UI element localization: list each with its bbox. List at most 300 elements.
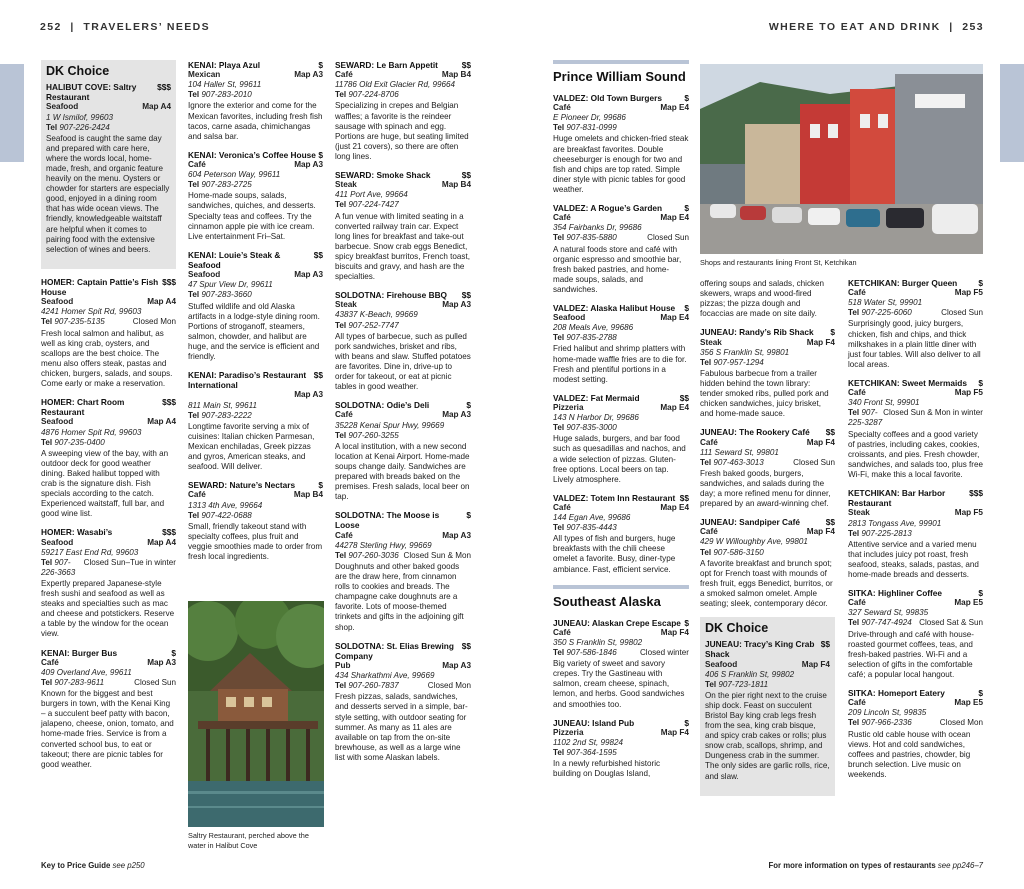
saltry-photo-illustration: [188, 601, 324, 827]
tel-number: 907-835-3000: [566, 423, 617, 433]
cuisine-type: Steak: [848, 508, 870, 518]
restaurant-entry: [848, 488, 983, 580]
closed-days: Closed Sun: [941, 308, 983, 318]
section-title-right: WHERE TO EAT AND DRINK: [768, 21, 941, 33]
map-ref: Map E4: [660, 403, 689, 413]
tel-label: Tel: [41, 557, 53, 567]
cuisine-type: Café: [553, 103, 571, 113]
restaurant-entry: [335, 170, 471, 282]
tel-number: 907-260-3036: [348, 550, 399, 560]
telephone: [700, 458, 764, 468]
description: Attentive service and a varied menu that includes juicy pot roast, fresh seafood, steaks, salads, pastas, and home-made breads and desserts.: [848, 539, 979, 579]
tel-row: [41, 558, 176, 578]
tel-row: [553, 523, 689, 533]
restaurant-entry: [335, 60, 471, 162]
restaurant-name: KENAI: Veronica’s Coffee House: [188, 149, 316, 160]
address: 104 Haller St, 99611: [188, 80, 262, 90]
address: 4241 Homer Spit Rd, 99603: [41, 307, 142, 317]
description: A natural foods store and café with organic espresso and smoothie bar, fresh baked pastries, and home-made soups, salads, and sandwiches.: [553, 244, 682, 294]
cuisine-map-row: [553, 213, 689, 223]
tel-label: Tel: [700, 547, 712, 557]
description: A fun venue with limited seating in a converted railway train car. Expect long lines for breakfast and take-out barbecue. Snow crab eggs Benedict, spicy breakfast burritos, French toast, biscuits and gravy, and hash are the specialties.: [335, 211, 470, 282]
map-ref: Map A3: [442, 661, 471, 671]
address: 59217 East End Rd, 99603: [41, 547, 139, 557]
map-ref: Map F4: [806, 437, 835, 447]
restaurant-name: KETCHIKAN: Sweet Mermaids: [848, 377, 967, 388]
price-band: $: [684, 717, 689, 728]
description: On the pier right next to the cruise ship dock. Feast on succulent Bristol Bay king crab legs fresh from the sea, king crab bisque, and spicy crab cakes or rolls; plus snow crab, scallops, shrimp, and Dungeness crab in the summer. The only sides are garlic rolls, rice, and slaw.: [705, 690, 830, 781]
restaurant-entry: [553, 393, 689, 485]
telephone: [188, 511, 252, 521]
tel-number: 907-224-7427: [348, 200, 399, 210]
cuisine-type: Seafood: [553, 313, 586, 323]
price-band: $: [978, 377, 983, 388]
restaurant-name: SOLDOTNA: Firehouse BBQ: [335, 290, 448, 301]
restaurant-name: JUNEAU: Alaskan Crepe Escape: [553, 617, 681, 628]
cuisine-type: Pizzeria: [553, 727, 584, 737]
description: Drive-through and café with house-roasted gourmet coffees, teas, and fresh-baked pastries. Wi-Fi and a selection of gifts in the comfortable café; a popular local hangout.: [848, 629, 974, 679]
address: 411 Port Ave, 99664: [335, 190, 408, 200]
restaurant-name: HOMER: Captain Pattie’s Fish House: [41, 276, 159, 298]
tel-row: [553, 748, 689, 758]
tel-label: Tel: [848, 618, 860, 628]
price-band: $: [684, 617, 689, 628]
closed-days: Closed Sun & Mon in winter: [883, 408, 983, 418]
cuisine-map-row: [41, 658, 176, 668]
cuisine-type: Café: [553, 213, 571, 223]
restaurant-title-row: [848, 588, 983, 598]
tel-number: 907-226-2424: [59, 122, 110, 132]
map-ref: Map B4: [441, 180, 471, 190]
tel-number: 907-260-7837: [348, 681, 399, 691]
tel-label: Tel: [188, 410, 200, 420]
restaurant-title-row: [553, 93, 689, 103]
description: Seafood is caught the same day and prepared with care here, where the words local, home-made, fresh, and organic feature heavily on the menu. Oysters or chowder for starters are especially good, enjoyed in a dining room that has wide ocean views. The friendly, knowledgeable waitstaff are helpful when it comes to pairing food with the extensive selection of wines and beers.: [46, 133, 170, 254]
cuisine-type: Seafood: [41, 537, 74, 547]
closed-days: Closed Sun & Mon: [403, 550, 471, 560]
cuisine-type: Café: [188, 160, 206, 170]
column-4: [553, 60, 689, 787]
cuisine-map-row: [848, 388, 983, 398]
telephone: [553, 648, 617, 658]
tel-row: [700, 548, 835, 558]
address: 208 Meals Ave, 99686: [553, 323, 634, 333]
price-band: $$$: [969, 488, 983, 498]
map-ref: Map A4: [147, 537, 176, 547]
tel-number: 907-224-8706: [348, 90, 399, 100]
cuisine-map-row: [335, 70, 471, 80]
restaurant-title-row: [335, 641, 471, 661]
restaurant-entry: [188, 150, 323, 242]
closed-days: Closed Mon: [939, 718, 983, 728]
map-ref: Map F4: [660, 627, 689, 637]
column-6: [848, 278, 983, 788]
description: A favorite breakfast and brunch spot; opt for French toast with mounds of fresh fruit, eggs Benedict, burritos, or a smoked salmon omelet. Ample seating; sleek, contemporary décor.: [700, 558, 833, 609]
cuisine-map-row: [705, 660, 830, 670]
restaurant-title-row: [188, 250, 323, 270]
address: 1 W Ismilof, 99603: [46, 112, 114, 122]
map-ref: Map F5: [954, 388, 983, 398]
address: 35228 Kenai Spur Hwy, 99669: [335, 420, 445, 430]
tel-number: 907-235-0400: [54, 437, 105, 447]
tel-label: Tel: [553, 648, 565, 658]
tel-number: 907-283-3660: [201, 290, 252, 300]
restaurant-title-row: [848, 378, 983, 388]
tel-number: 907-835-5880: [566, 233, 617, 243]
restaurant-title-row: [553, 303, 689, 313]
closed-days: Closed Sun: [793, 457, 835, 467]
restaurant-title-row: [188, 150, 323, 160]
footer-right-ref: see pp246–7: [937, 861, 983, 870]
cuisine-map-row: [335, 531, 471, 541]
cuisine-type: Café: [335, 70, 353, 80]
section-title-left: TRAVELERS’ NEEDS: [83, 21, 211, 33]
tel-label: Tel: [335, 550, 347, 560]
price-band: $$: [679, 392, 689, 403]
page-number-right: 253: [962, 21, 984, 33]
restaurant-title-row: [700, 327, 835, 337]
restaurant-entry: [46, 82, 171, 255]
address: 11786 Old Exit Glacier Rd, 99664: [335, 80, 455, 90]
tel-label: Tel: [553, 748, 565, 758]
price-band: $: [978, 588, 983, 599]
price-band: $: [684, 93, 689, 103]
tel-label: Tel: [700, 357, 712, 367]
map-ref: Map A3: [442, 410, 471, 420]
tel-number: 907-283-9611: [54, 677, 105, 687]
restaurant-title-row: [335, 60, 471, 70]
restaurant-entry: [700, 517, 835, 609]
price-band: $: [978, 278, 983, 288]
price-band: $$: [461, 640, 471, 651]
map-ref: Map A3: [294, 390, 323, 400]
tel-row: [700, 358, 835, 368]
description: Small, friendly takeout stand with specialty coffees, plus fruit and veggie smoothies made to order from fresh local ingredients.: [188, 521, 323, 561]
restaurant-name: SOLDOTNA: Odie’s Deli: [335, 400, 430, 411]
restaurant-entry: [700, 427, 835, 509]
column-5: [700, 278, 835, 796]
telephone: [41, 558, 84, 578]
address: 340 Front St, 99901: [848, 398, 920, 408]
tel-row: [335, 200, 471, 210]
restaurant-entry: [553, 718, 689, 780]
restaurant-title-row: [335, 400, 471, 410]
map-ref: Map A3: [147, 657, 176, 667]
map-ref: Map A4: [147, 417, 176, 427]
cuisine-map-row: [188, 270, 323, 280]
address: 43837 K-Beach, 99669: [335, 310, 418, 320]
footer-right: [769, 861, 984, 870]
restaurant-entry: [188, 480, 323, 562]
restaurant-name: SEWARD: Smoke Shack: [335, 170, 431, 181]
photo-caption-left: Saltry Restaurant, perched above the water in Halibut Cove: [188, 831, 309, 850]
tel-row: [188, 180, 323, 190]
restaurant-entry: [335, 400, 471, 502]
tel-label: Tel: [41, 437, 53, 447]
map-ref: Map A3: [442, 300, 471, 310]
address: 434 Sharkathmi Ave, 99669: [335, 671, 435, 681]
restaurant-title-row: [335, 290, 471, 300]
description: Fabulous barbecue from a trailer hidden behind the town library: tender smoked ribs, pulled pork and chicken sandwiches, juicy brisket, and home-made sauce.: [700, 368, 829, 419]
map-ref: Map B4: [441, 70, 471, 80]
telephone: [848, 718, 912, 728]
cuisine-type: Steak: [335, 300, 357, 310]
dk-choice-heading: DK Choice: [46, 64, 110, 78]
restaurant-entry: [553, 303, 689, 385]
telephone: [553, 523, 617, 533]
restaurant-name: SITKA: Highliner Coffee: [848, 588, 943, 599]
description: Big variety of sweet and savory crepes. Try the Gastineau with salmon, cream cheese, spinach, lemon, and herbs. Good sandwiches and smoothies too.: [553, 659, 685, 709]
tel-number: 907-835-2788: [566, 333, 617, 343]
tel-number: 907-966-2336: [861, 718, 912, 728]
cuisine-map-row: [335, 410, 471, 420]
telephone: [335, 200, 399, 210]
restaurant-title-row: [41, 397, 176, 417]
telephone: [188, 411, 252, 421]
address: 350 S Franklin St, 99802: [553, 637, 643, 647]
cuisine-map-row: [553, 628, 689, 638]
map-ref: Map A3: [442, 530, 471, 540]
cuisine-map-row: [553, 503, 689, 513]
restaurant-title-row: [848, 488, 983, 508]
restaurant-name: JUNEAU: The Rookery Café: [700, 427, 810, 438]
address: 143 N Harbor Dr, 99686: [553, 413, 639, 423]
restaurant-name: HALIBUT COVE: Saltry Restaurant: [46, 82, 137, 103]
restaurant-title-row: [41, 648, 176, 658]
tel-label: Tel: [553, 523, 565, 533]
cuisine-map-row: [41, 417, 176, 427]
map-ref: Map E4: [660, 503, 689, 513]
cuisine-map-row: [335, 180, 471, 190]
restaurant-entry: [188, 250, 323, 362]
map-ref: Map E4: [660, 313, 689, 323]
address: 209 Lincoln St, 99835: [848, 708, 927, 718]
price-band: $$$: [162, 397, 176, 408]
description: Surprisingly good, juicy burgers, chicken, fish and chips, and thick milkshakes in a plain little diner with just four tables. Will also deliver to all local areas.: [848, 319, 981, 369]
restaurant-name: SITKA: Homeport Eatery: [848, 688, 945, 699]
address: 429 W Willoughby Ave, 99801: [700, 537, 808, 547]
description: A local institution, with a new second location at Kenai Airport. Home-made soups change daily. Sandwiches are prepared with breads baked on the premises. Fresh salads, local beer on tap.: [335, 441, 470, 502]
restaurant-title-row: [553, 618, 689, 628]
closed-days: Closed winter: [639, 648, 689, 658]
price-band: $$: [313, 370, 323, 381]
restaurant-entry: [705, 639, 830, 782]
map-ref: Map F4: [806, 527, 835, 537]
tel-label: Tel: [188, 290, 200, 300]
cuisine-map-row: [335, 661, 471, 671]
cuisine-map-row: [848, 508, 983, 518]
cuisine-map-row: [700, 438, 835, 448]
description: Fresh local salmon and halibut, as well as king crab, oysters, and scallops are the best choice. The menu also offers steak, pastas and chicken, burgers, salads, and soups. Come early or make a reservation.: [41, 328, 173, 388]
description: All types of barbecue, such as pulled pork sandwiches, brisket and ribs, with beans and slaw. Stuffed potatoes are favorites. Dine in, drive-up to order for takeout, or eat at picnic tables in good weather.: [335, 331, 471, 392]
restaurant-title-row: [188, 60, 323, 70]
address: 144 Egan Ave, 99686: [553, 513, 631, 523]
cuisine-type: Café: [553, 627, 571, 637]
column-3: [335, 60, 471, 771]
restaurant-entry: [335, 641, 471, 763]
closed-days: Closed Sun–Tue in winter: [83, 557, 176, 567]
restaurant-entry: [335, 510, 471, 632]
cuisine-map-row: [46, 102, 171, 112]
description: Home-made soups, salads, sandwiches, quiches, and desserts. Specialty teas and coffees. Try the cinnamon apple pie with ice cream. Live entertainment Fri–Sat.: [188, 191, 316, 241]
cuisine-map-row: [848, 288, 983, 298]
cuisine-map-row: [188, 160, 323, 170]
map-ref: Map B4: [293, 490, 323, 500]
telephone: [335, 90, 399, 100]
description: Expertly prepared Japanese-style fresh sushi and seafood as well as steaks and specialties such as mac and cheese and potstickers. Reserve a table by the window for the ocean view.: [41, 578, 175, 639]
section-heading-southeast: Southeast Alaska: [553, 585, 689, 610]
restaurant-title-row: [41, 277, 176, 297]
cuisine-type: Seafood: [41, 297, 74, 307]
side-tab-left: [0, 64, 24, 162]
cuisine-type: Café: [848, 288, 866, 298]
dk-choice-box: [41, 60, 176, 269]
description: Specializing in crepes and Belgian waffles; a favorite is the reindeer sausage with spinach and egg. Portions are huge, but seating limited (just 21 covers), so there are often long lines.: [335, 101, 469, 161]
restaurant-name: KENAI: Louie’s Steak & Seafood: [188, 249, 281, 271]
tel-label: Tel: [553, 333, 565, 343]
restaurant-title-row: [335, 170, 471, 180]
description: In a newly refurbished historic building on Douglas Island,: [553, 759, 661, 779]
restaurant-title-row: [46, 82, 171, 102]
address: 2813 Tongass Ave, 99901: [848, 518, 942, 528]
price-band: $: [466, 400, 471, 411]
tel-number: 907-747-4924: [861, 618, 912, 628]
tel-row: [553, 423, 689, 433]
address: 44278 Sterling Hwy, 99669: [335, 540, 432, 550]
cuisine-map-row: [553, 313, 689, 323]
tel-label: Tel: [188, 180, 200, 190]
tel-label: Tel: [553, 123, 565, 133]
page-number-left: 252: [40, 21, 62, 33]
cuisine-type: Seafood: [188, 270, 221, 280]
tel-label: Tel: [553, 233, 565, 243]
tel-number: 907-835-4443: [566, 523, 617, 533]
tel-number: 907-225-6060: [861, 308, 912, 318]
restaurant-title-row: [553, 718, 689, 728]
tel-number: 907-235-5135: [54, 317, 105, 327]
restaurant-entry: [188, 370, 323, 472]
tel-number: 907-586-1846: [566, 648, 617, 658]
footer-left-bold: Key to Price Guide: [41, 861, 111, 870]
ketchikan-photo-illustration: [700, 64, 983, 254]
footer-left-ref: see p250: [112, 861, 145, 870]
tel-label: Tel: [848, 528, 860, 538]
restaurant-entry: [553, 618, 689, 710]
tel-row: [848, 618, 983, 628]
price-band: $: [318, 60, 323, 70]
description: Doughnuts and other baked goods are the draw here, from cinnamon rolls to cookies and breads. The champagne cake doughnuts are a favorite. Lots of moose-themed trinkets and gifts in the adjoining gift shop.: [335, 561, 464, 632]
address: 327 Seward St, 99835: [848, 608, 929, 618]
tel-number: 907-252-7747: [348, 320, 399, 330]
restaurant-name: VALDEZ: A Rogue’s Garden: [553, 203, 663, 214]
restaurant-name: KETCHIKAN: Burger Queen: [848, 278, 958, 288]
tel-label: Tel: [335, 90, 347, 100]
photo-ketchikan-front-st: [700, 64, 983, 254]
cuisine-map-row: [553, 728, 689, 738]
tel-label: Tel: [848, 718, 860, 728]
description: Fresh pizzas, salads, sandwiches, and desserts served in a simple, bar-style setting, with outdoor seating for summer. As many as 11 ales are available on tap from the on-site brewhouse, as well as a large wine list with some Alaskan labels.: [335, 692, 468, 762]
tel-label: Tel: [553, 423, 565, 433]
tel-label: Tel: [41, 317, 53, 327]
price-band: $: [171, 647, 176, 658]
restaurant-name: JUNEAU: Sandpiper Café: [700, 517, 801, 528]
telephone: [553, 333, 617, 343]
cuisine-type: Steak: [700, 337, 722, 347]
restaurant-entry: [700, 327, 835, 419]
column-2: [188, 60, 323, 570]
address: 356 S Franklin St, 99801: [700, 347, 790, 357]
restaurant-title-row: [335, 510, 471, 530]
address: 111 Seward St, 99801: [700, 447, 779, 457]
footer-right-bold: For more information on types of restaurants: [768, 861, 936, 870]
tel-label: Tel: [848, 308, 860, 318]
restaurant-entry: [41, 527, 176, 639]
running-head-left: 252 | TRAVELERS’ NEEDS: [40, 21, 211, 33]
cuisine-type: Steak: [335, 180, 357, 190]
price-band: $$: [679, 492, 689, 503]
price-band: $: [684, 303, 689, 313]
telephone: [188, 290, 252, 300]
cuisine-type: Seafood: [705, 659, 738, 669]
restaurant-title-row: [553, 493, 689, 503]
restaurant-title-row: [188, 480, 323, 490]
tel-number: 907-225-2813: [861, 528, 912, 538]
cuisine-map-row: [335, 300, 471, 310]
restaurant-name: SEWARD: Le Barn Appetit: [335, 60, 438, 70]
restaurant-entry: [848, 688, 983, 780]
restaurant-name: KENAI: Burger Bus: [41, 647, 118, 658]
telephone: [553, 748, 617, 758]
address: 4876 Homer Spit Rd, 99603: [41, 427, 142, 437]
restaurant-title-row: [700, 427, 835, 437]
dk-choice-heading-2: DK Choice: [705, 621, 769, 636]
telephone: [188, 90, 252, 100]
description: Stuffed wildlife and old Alaska artifacts in a lodge-style dining room. Portions of stroganoff, steamers, salmon, chowder, and halibut are huge, and the service is efficient and friendly.: [188, 301, 320, 361]
telephone: [188, 180, 252, 190]
tel-row: [553, 123, 689, 133]
description: Specialty coffees and a good variety of pastries, including cakes, cookies, croissants, and pies. Fresh chowder, sandwiches, and salads too, plus free Wi-Fi, make this a local favorite.: [848, 429, 983, 479]
tel-number: 907-723-1811: [718, 679, 769, 689]
price-band: $: [318, 149, 323, 160]
tel-row: [700, 458, 835, 468]
restaurant-title-row: [41, 527, 176, 537]
telephone: [553, 423, 617, 433]
restaurant-name: VALDEZ: Totem Inn Restaurant: [553, 492, 676, 503]
cuisine-map-row: [188, 490, 323, 500]
tel-label: Tel: [335, 681, 347, 691]
address: 409 Overland Ave, 99611: [41, 667, 132, 677]
telephone: [41, 678, 104, 688]
restaurant-name: HOMER: Chart Room Restaurant: [41, 397, 125, 418]
address: 354 Fairbanks Dr, 99686: [553, 223, 642, 233]
description: Rustic old cable house with ocean views. Hot and cold sandwiches, coffees and pastries, chowder, big brunch selection. Live music on weekends.: [848, 729, 971, 779]
cuisine-map-row: [41, 538, 176, 548]
telephone: [848, 618, 912, 628]
continued-text: offering soups and salads, chicken skewers, wraps and wood-fired pizzas; the pizza dough and focaccias are made on site daily.: [700, 279, 825, 319]
tel-row: [188, 511, 323, 521]
cuisine-map-row: [848, 598, 983, 608]
cuisine-type: Mexican: [188, 70, 221, 80]
tel-number: 907-463-3013: [713, 457, 764, 467]
description: All types of fish and burgers, huge breakfasts with the chili cheese omelet a favorite. Busy, diner-type ambiance. Fast, efficient service.: [553, 534, 676, 574]
dk-choice-box-2: [700, 617, 835, 796]
price-band: $$: [461, 60, 471, 70]
map-ref: Map F5: [954, 508, 983, 518]
restaurant-name: SEWARD: Nature’s Nectars: [188, 480, 296, 491]
tel-row: [553, 233, 689, 243]
footer-left: [41, 861, 145, 870]
tel-label: Tel: [335, 320, 347, 330]
